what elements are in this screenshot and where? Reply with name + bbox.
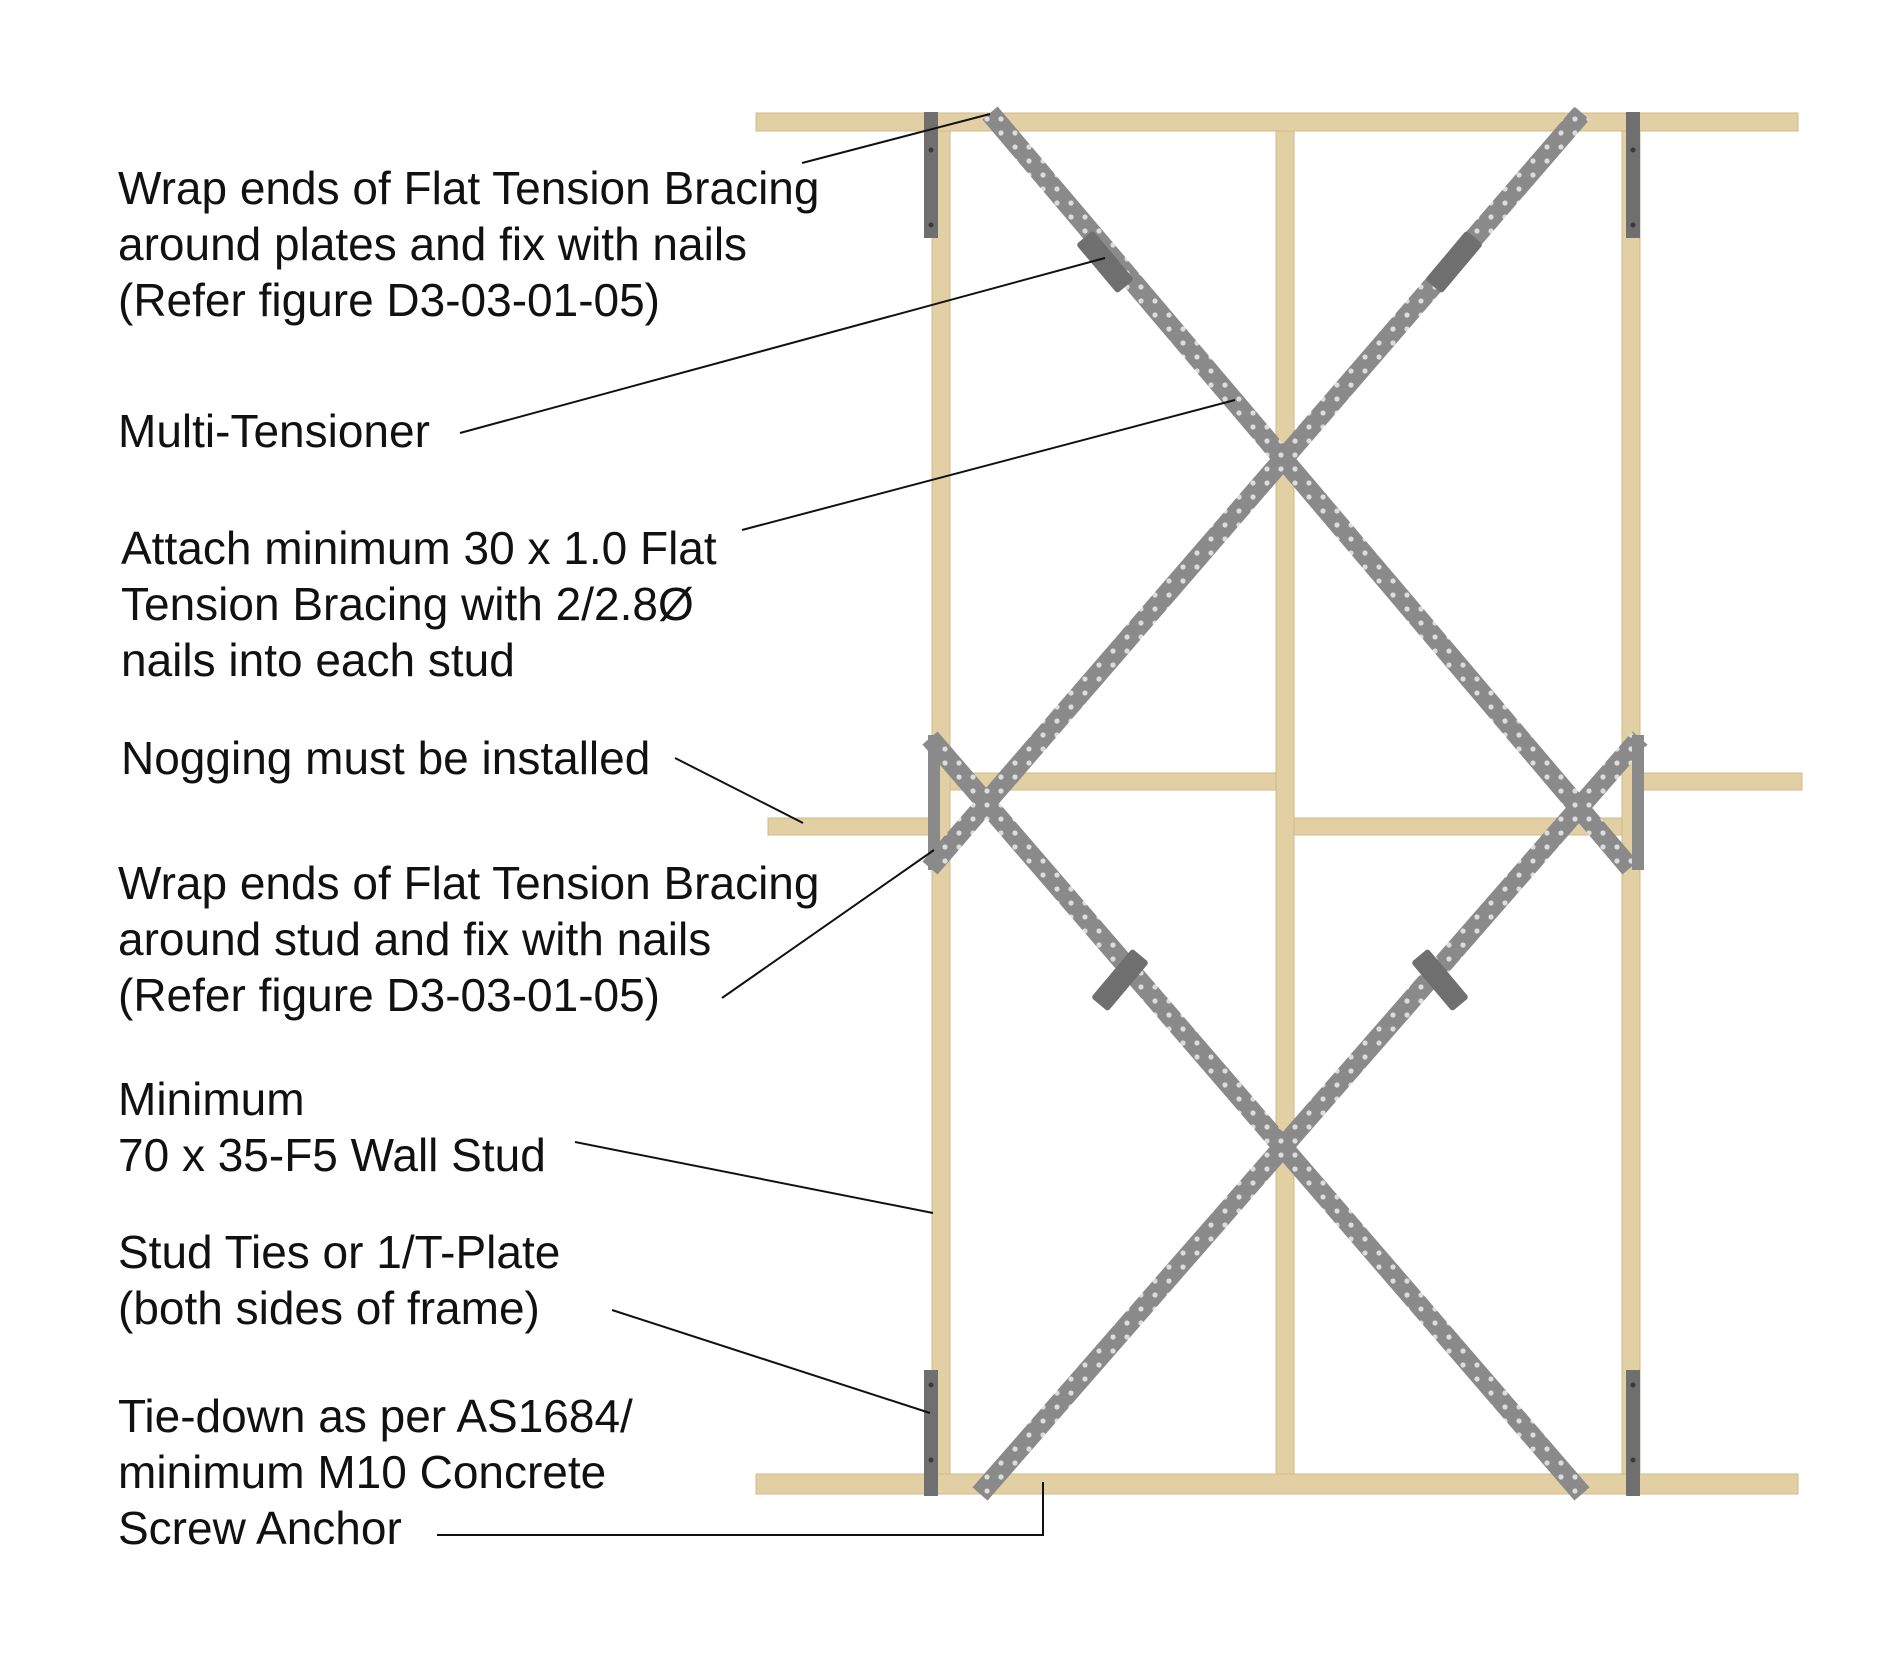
nogging-outer-left: [768, 818, 932, 835]
label-wrap-plates: Wrap ends of Flat Tension Bracing around plates and fix with nails (Refer figure D3-03-01-05): [118, 162, 820, 326]
lower-strap-b: [980, 738, 1640, 1494]
leader-wall-stud: [575, 1142, 933, 1213]
upper-strap-b: [930, 113, 1582, 868]
leader-nogging: [675, 758, 803, 823]
label-wrap-stud: Wrap ends of Flat Tension Bracing around stud and fix with nails (Refer figure D3-03-01-05): [118, 857, 820, 1021]
upper-strap-a: [990, 113, 1630, 868]
strap-wrap-right: [1632, 735, 1644, 870]
strap-wrap-left: [928, 735, 940, 870]
label-wall-stud: Minimum 70 x 35-F5 Wall Stud: [118, 1073, 546, 1181]
top-plate: [756, 113, 1798, 131]
nogging-outer-right: [1640, 773, 1802, 790]
label-nogging: Nogging must be installed: [121, 732, 651, 784]
leader-attach-bracing: [742, 400, 1235, 530]
lower-strap-a: [930, 738, 1582, 1494]
stud-tie-icon: [924, 1370, 938, 1496]
bottom-plate: [756, 1474, 1798, 1494]
middle-stud: [1276, 131, 1294, 1474]
label-attach-bracing: Attach minimum 30 x 1.0 Flat Tension Bracing with 2/2.8Ø nails into each stud: [121, 522, 717, 686]
leader-stud-ties: [612, 1310, 930, 1413]
stud-tie-icon: [1626, 1370, 1640, 1496]
timber-frame: [756, 113, 1802, 1494]
stud-tie-icon: [1626, 112, 1640, 238]
multi-tensioner-icon: [1425, 230, 1483, 293]
label-stud-ties: Stud Ties or 1/T-Plate (both sides of frame): [118, 1226, 561, 1334]
label-tie-down: Tie-down as per AS1684/ minimum M10 Concrete Screw Anchor: [118, 1390, 633, 1554]
label-multi-tensioner: Multi-Tensioner: [118, 405, 430, 457]
